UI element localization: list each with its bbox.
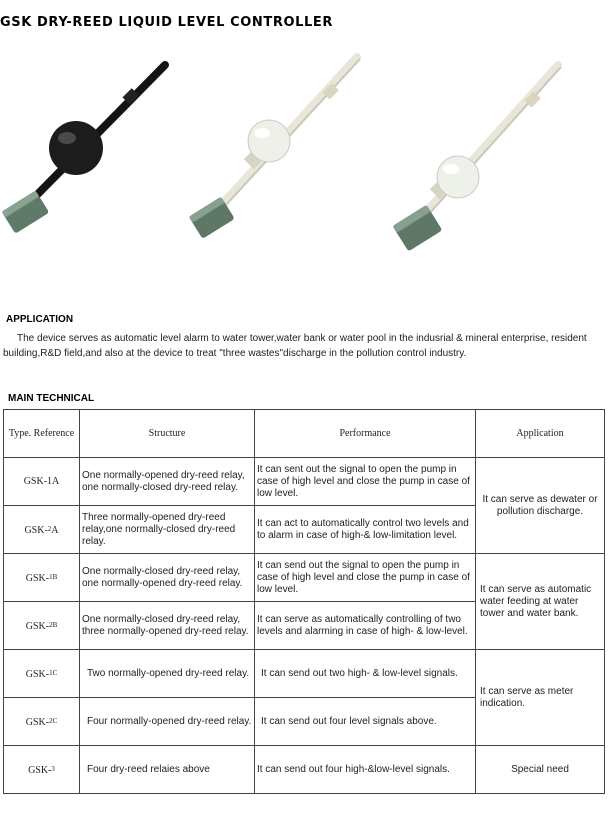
white-float-controller [189,57,360,239]
technical-heading: MAIN TECHNICAL [8,393,95,404]
application-paragraph [3,331,615,361]
type-reference-sup: 2B [49,620,58,629]
type-reference-cell [4,746,80,794]
type-reference-cell [4,554,80,602]
application-cell: It can serve as meter indication. [476,650,605,746]
page-title: GSK DRY-REED LIQUID LEVEL CONTROLLER [0,15,333,30]
performance-cell: It can send out four high-&low-level signals. [255,746,476,794]
white-float-controller-long [393,65,561,251]
application-cell: It can serve as dewater or pollution discharge. [476,458,605,554]
table-row [4,458,605,506]
header-structure: Structure [80,410,255,458]
type-reference-cell [4,602,80,650]
table-header-row [4,410,605,458]
performance-cell: It can send out two high- & low-level signals. [255,650,476,698]
product-illustration [0,45,615,305]
performance-cell: It can send out the signal to open the pump in case of high level and close the pump in case of low level. [255,554,476,602]
table-row [4,650,605,698]
structure-cell: Three normally-opened dry-reed relay,one normally-closed dry-reed relay. [80,506,255,554]
application-cell: Special need [476,746,605,794]
type-reference-prefix: GSK- [28,764,52,776]
type-reference-sup: 1C [49,668,58,677]
type-reference-cell [4,506,80,554]
structure-cell: One normally-closed dry-reed relay, three normally-opened dry-reed relay. [80,602,255,650]
type-reference-suffix: 1A [47,475,60,487]
type-reference-prefix: GSK- [25,620,50,632]
product-photos [0,45,615,305]
structure-cell: One normally-opened dry-reed relay, one normally-closed dry-reed relay. [80,458,255,506]
header-performance: Performance [255,410,476,458]
performance-cell: It can send out four level signals above. [255,698,476,746]
table-row [4,746,605,794]
type-reference-prefix: GSK- [25,572,50,584]
structure-cell: Two normally-opened dry-reed relay. [80,650,255,698]
type-reference-sup: 1B [49,572,58,581]
type-reference-suffix: A [51,524,59,536]
type-reference-prefix: GSK- [24,524,48,536]
structure-cell: Four normally-opened dry-reed relay. [80,698,255,746]
application-text: The device serves as automatic level alarm to water tower,water bank or water pool in the indusrial & mineral enterprise, resident building,R&D field,and also at the device to treat "three wastes"discharge in the pollution control industry. [3,333,587,359]
header-application: Application [476,410,605,458]
performance-cell: It can serve as automatically controlling of two levels and alarming in case of high- & low-level. [255,602,476,650]
structure-cell: Four dry-reed relaies above [80,746,255,794]
technical-table [3,409,605,794]
type-reference-sup: 2 [47,524,52,533]
application-cell: It can serve as automatic water feeding at water tower and water bank. [476,554,605,650]
type-reference-cell [4,698,80,746]
type-reference-cell [4,650,80,698]
type-reference-prefix: GSK- [25,716,50,728]
black-float-controller [2,65,165,234]
type-reference-sup: 2C [49,716,58,725]
type-reference-sup: 3 [51,764,55,773]
table-body [4,458,605,794]
performance-cell: It can sent out the signal to open the pump in case of high level and close the pump in case of low level. [255,458,476,506]
table-row [4,554,605,602]
type-reference-cell [4,458,80,506]
structure-cell: One normally-closed dry-reed relay, one normally-opened dry-reed relay. [80,554,255,602]
type-reference-prefix: GSK- [23,475,48,487]
header-reference: Type. Reference [4,410,80,458]
application-heading: APPLICATION [6,314,74,325]
performance-cell: It can act to automatically control two levels and to alarm in case of high-& low-limitation level. [255,506,476,554]
type-reference-prefix: GSK- [25,668,50,680]
